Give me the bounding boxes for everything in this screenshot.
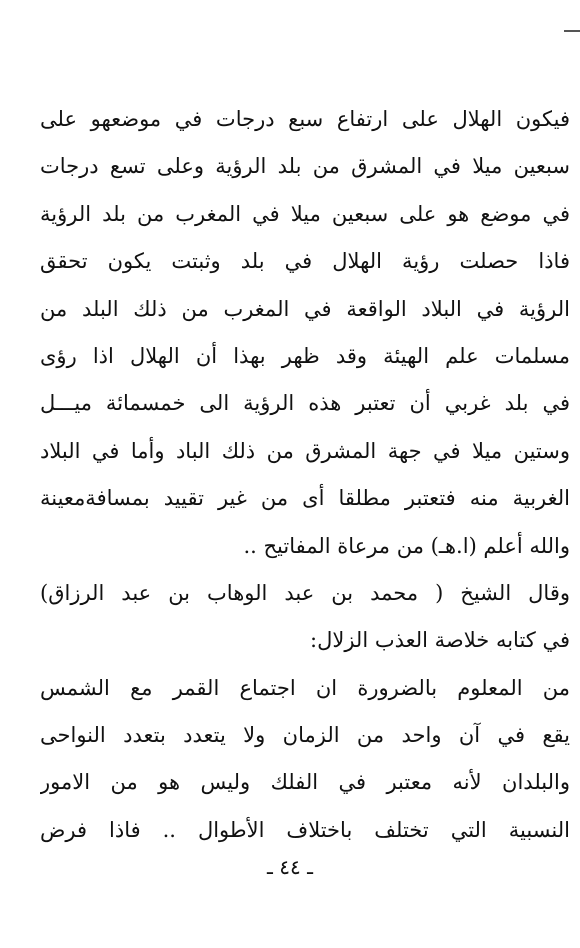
text-line-3: في موضع هو على سبعين ميلا في المغرب من بلد الرؤية <box>40 201 570 226</box>
text-line-7: في بلد غربي أن تعتبر هذه الرؤية الى خمسمائة ميـــل <box>40 391 570 416</box>
text-line-12: في كتابه خلاصة العذب الزلال: <box>310 628 570 653</box>
text-line-1: فيكون الهلال على ارتفاع سبع درجات في موضعهو على <box>40 107 570 131</box>
text-line-6: مسلمات علم الهيئة وقد ظهر بهذا أن الهلال اذا رؤى <box>40 343 570 368</box>
text-line-8: وستين ميلا في جهة المشرق من ذلك الباد وأما في البلاد <box>40 438 570 463</box>
text-line-13: من المعلوم بالضرورة ان اجتماع القمر مع الشمس <box>40 675 570 700</box>
text-line-5: الرؤية في البلاد الواقعة في المغرب من ذلك البلد من <box>40 296 570 321</box>
text-line-2: سبعين ميلا في المشرق من بلد الرؤية وعلى تسع درجات <box>40 154 570 179</box>
page-edge-mark <box>564 30 580 32</box>
page-number: ـ ٤٤ ـ <box>267 855 313 879</box>
text-line-11: وقال الشيخ ( محمد بن عبد الوهاب بن عبد الرزاق) <box>40 580 570 605</box>
text-line-4: فاذا حصلت رؤية الهلال في بلد وثبتت يكون تحقق <box>40 249 570 274</box>
text-line-16: النسبية التي تختلف باختلاف الأطوال .. فاذا فرض <box>40 817 570 842</box>
body-text <box>40 96 570 854</box>
text-line-15: والبلدان لأنه معتبر في الفلك وليس هو من الامور <box>40 770 570 795</box>
text-line-10: والله أعلم (ا.هـ) من مرعاة المفاتيح .. <box>243 533 570 558</box>
text-line-14: يقع في آن واحد من الزمان ولا يتعدد بتعدد النواحى <box>40 723 570 748</box>
text-line-9: الغربية منه فتعتبر مطلقا أى من غير تقييد بمسافةمعينة <box>40 486 570 511</box>
